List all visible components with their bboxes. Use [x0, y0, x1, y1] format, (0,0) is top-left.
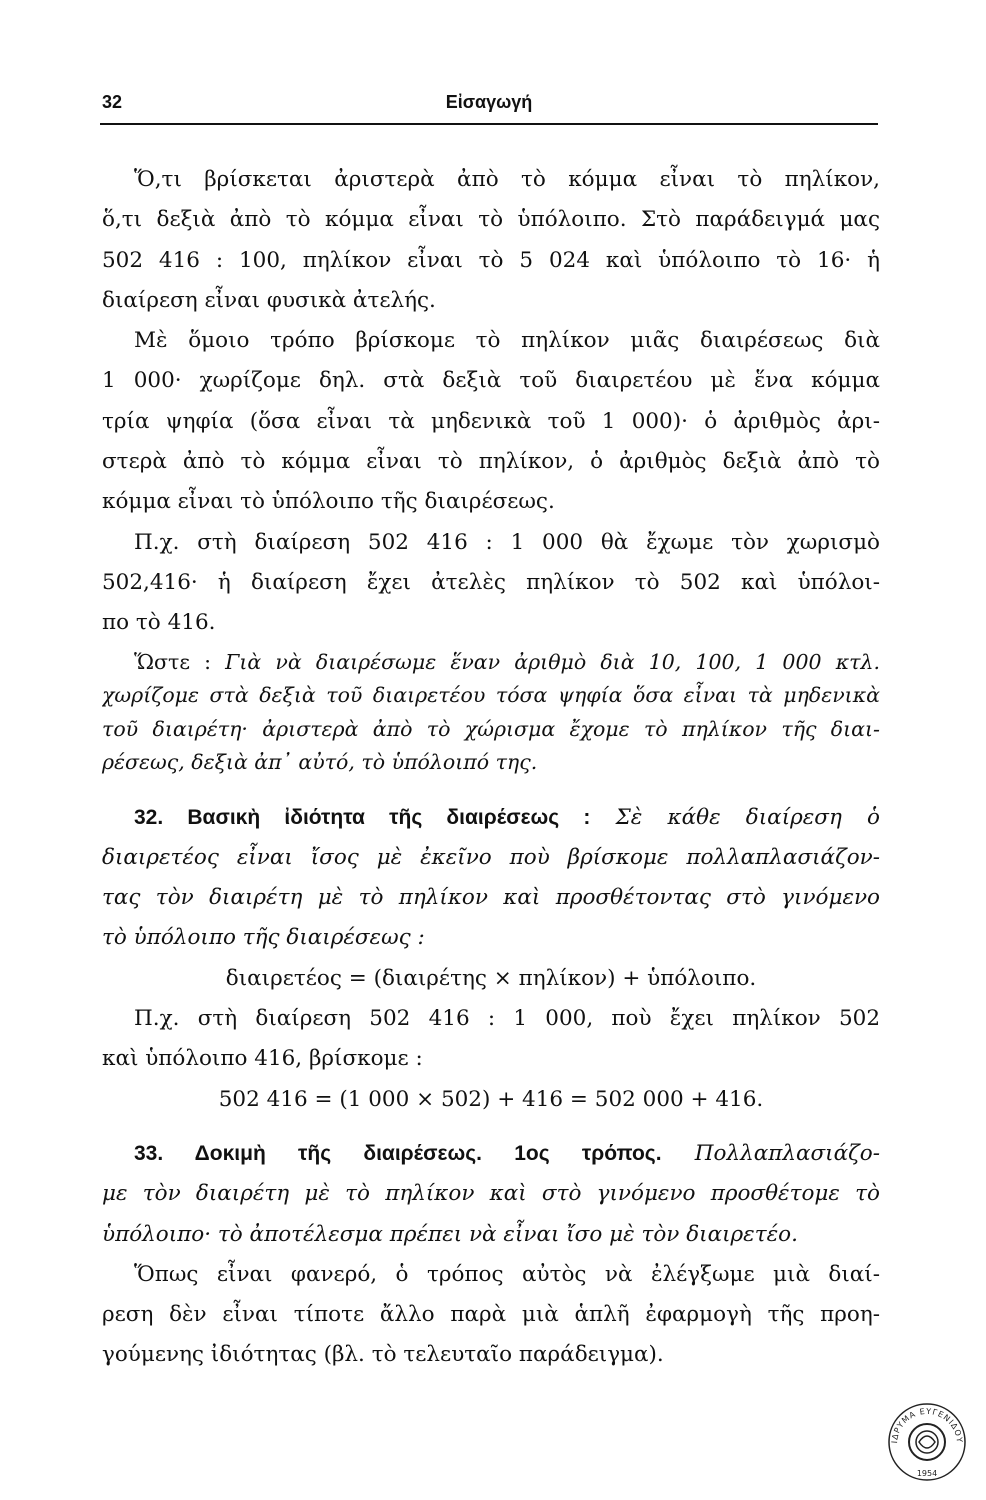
- text-line: ρεση δὲν εἶναι τίποτε ἄλλο παρὰ μιὰ ἁπλῆ ἐφαρμογὴ τῆς προη-: [102, 1302, 880, 1328]
- paragraph-3: [102, 523, 880, 644]
- text-line: 1 000· χωρίζομε δηλ. στὰ δεξιὰ τοῦ διαιρετέου μὲ ἕνα κόμμα: [102, 368, 880, 394]
- rule-text: Γιὰ νὰ διαιρέσωμε ἕναν ἀριθμὸ διὰ 10, 100, 1 000 κτλ.: [211, 649, 880, 674]
- text-line: Π.χ. στὴ διαίρεση 502 416 : 1 000 θὰ ἔχωμε τὸν χωρισμὸ: [134, 529, 880, 555]
- svg-text:ΙΔΡΥΜΑ ΕΥΓΕΝΙΔΟΥ: [890, 1407, 964, 1444]
- text-line: Μὲ ὅμοιο τρόπο βρίσκομε τὸ πηλίκον μιᾶς διαιρέσεως διὰ: [134, 328, 880, 354]
- running-title: Εἰσαγωγή: [445, 92, 533, 112]
- spacer: [102, 1120, 880, 1134]
- library-seal-icon: [885, 1400, 969, 1484]
- text-line: καὶ ὑπόλοιπο 416, βρίσκομε :: [102, 1046, 423, 1072]
- paragraph-1: [102, 160, 880, 321]
- text-line: Ὅ,τι βρίσκεται ἀριστερὰ ἀπὸ τὸ κόμμα εἶναι τὸ πηλίκον,: [134, 167, 880, 192]
- text-line: γούμενης ἰδιότητας (βλ. τὸ τελευταῖο παράδειγμα).: [102, 1342, 664, 1368]
- section-heading: 32. Βασικὴ ἰδιότητα τῆς διαιρέσεως :: [134, 805, 591, 829]
- text-line: τὸ ὑπόλοιπο τῆς διαιρέσεως :: [102, 925, 425, 951]
- formula: διαιρετέος = (διαιρέτης × πηλίκον) + ὑπόλοιπο.: [225, 965, 757, 991]
- example-formula: 502 416 = (1 000 × 502) + 416 = 502 000 + 416.: [218, 1086, 764, 1112]
- page-number: 32: [102, 92, 123, 112]
- text-line: κόμμα εἶναι τὸ ὑπόλοιπο τῆς διαιρέσεως.: [102, 489, 555, 515]
- section-32: [102, 798, 880, 1120]
- text-line: τας τὸν διαιρέτη μὲ τὸ πηλίκον καὶ προσθέτοντας στὸ γινόμενο: [102, 885, 880, 911]
- text-line: [102, 798, 880, 838]
- text-line: [102, 646, 880, 680]
- spacer: [102, 780, 880, 798]
- section-heading: 33. Δοκιμὴ τῆς διαιρέσεως. 1ος τρόπος.: [134, 1141, 662, 1165]
- paragraph-2: [102, 321, 880, 522]
- text-line: [102, 1134, 880, 1174]
- rule-statement: [102, 646, 880, 780]
- page-header: [100, 92, 878, 122]
- section-text: Σὲ κάθε διαίρεση ὁ: [590, 804, 880, 830]
- text-line: ρέσεως, δεξιὰ ἀπ᾽ αὐτό, τὸ ὑπόλοιπό της.: [102, 750, 538, 775]
- header-rule: [100, 123, 878, 125]
- text-line: Π.χ. στὴ διαίρεση 502 416 : 1 000, ποὺ ἔχει πηλίκον 502: [134, 1006, 880, 1032]
- text-line: ὅ,τι δεξιὰ ἀπὸ τὸ κόμμα εἶναι τὸ ὑπόλοιπο. Στὸ παράδειγμά μας: [102, 207, 880, 233]
- section-33: [102, 1134, 880, 1376]
- text-line: στερὰ ἀπὸ τὸ κόμμα εἶναι τὸ πηλίκον, ὁ ἀριθμὸς δεξιὰ ἀπὸ τὸ: [102, 449, 880, 475]
- text-line: τοῦ διαιρέτη· ἀριστερὰ ἀπὸ τὸ χώρισμα ἔχομε τὸ πηλίκον τῆς διαι-: [102, 716, 880, 741]
- text-line: τρία ψηφία (ὅσα εἶναι τὰ μηδενικὰ τοῦ 1 000)· ὁ ἀριθμὸς ἀρι-: [102, 408, 880, 434]
- text-line: 502,416· ἡ διαίρεση ἔχει ἀτελὲς πηλίκον τὸ 502 καὶ ὑπόλοι-: [102, 569, 880, 595]
- text-line: πο τὸ 416.: [102, 610, 216, 636]
- section-text: Πολλαπλασιάζο-: [661, 1140, 880, 1166]
- text-line: ὑπόλοιπο· τὸ ἀποτέλεσμα πρέπει νὰ εἶναι ἴσο μὲ τὸν διαιρετέο.: [102, 1221, 798, 1247]
- text-line: 502 416 : 100, πηλίκον εἶναι τὸ 5 024 καὶ ὑπόλοιπο τὸ 16· ἡ: [102, 247, 880, 273]
- text-line: διαίρεση εἶναι φυσικὰ ἀτελής.: [102, 287, 436, 313]
- text-line: με τὸν διαιρέτη μὲ τὸ πηλίκον καὶ στὸ γινόμενο προσθέτομε τὸ: [102, 1181, 880, 1207]
- text-line: Ὅπως εἶναι φανερό, ὁ τρόπος αὐτὸς νὰ ἐλέγξωμε μιὰ διαί-: [134, 1261, 880, 1287]
- rule-lead: Ὥστε :: [134, 649, 212, 674]
- seal-text: ΙΔΡΥΜΑ ΕΥΓΕΝΙΔΟΥ: [889, 1406, 965, 1444]
- text-line: χωρίζομε στὰ δεξιὰ τοῦ διαιρετέου τόσα ψηφία ὅσα εἶναι τὰ μηδενικὰ: [102, 683, 880, 708]
- seal-year: 1954: [916, 1469, 938, 1478]
- page-body: [102, 160, 880, 1376]
- text-line: διαιρετέος εἶναι ἴσος μὲ ἐκεῖνο ποὺ βρίσκομε πολλαπλασιάζον-: [102, 844, 880, 870]
